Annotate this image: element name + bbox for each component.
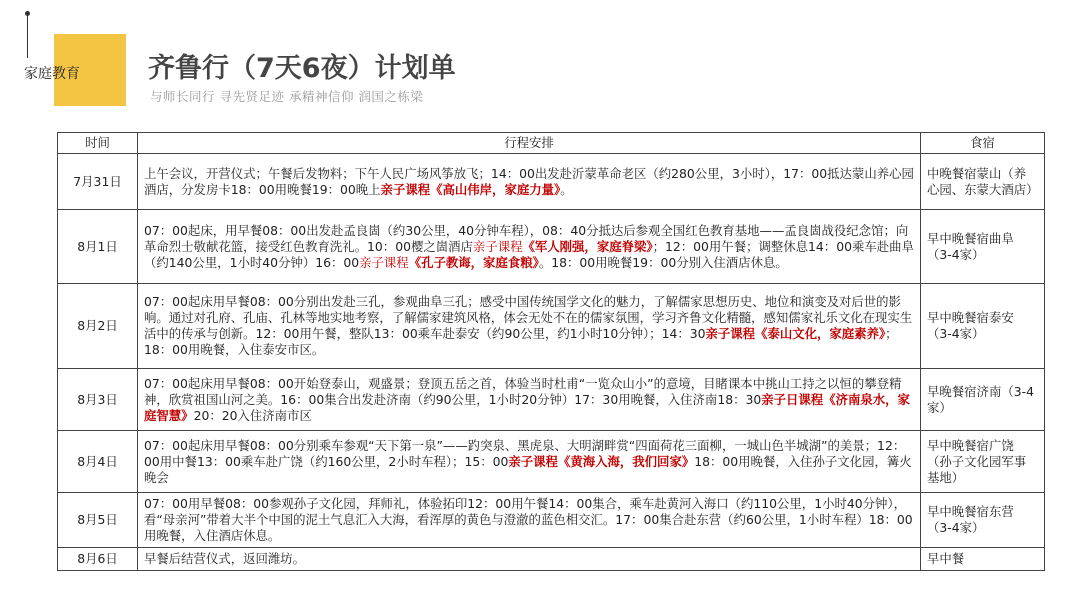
header-schedule: 行程安排 [138, 133, 921, 154]
course-highlight: 《军人刚强，家庭脊梁》 [522, 238, 653, 254]
table-header-row [58, 133, 1045, 154]
course-highlight: 亲子课程《黄海入海，我们回家》 [508, 453, 695, 469]
date-cell: 8月2日 [58, 284, 138, 369]
table-row [58, 431, 1045, 493]
date-cell: 8月5日 [58, 493, 138, 548]
header-meal: 食宿 [921, 133, 1045, 154]
table-row [58, 284, 1045, 369]
schedule-cell [138, 369, 921, 431]
meal-cell: 早中餐 [921, 548, 1045, 571]
date-cell: 8月3日 [58, 369, 138, 431]
schedule-cell [138, 284, 921, 369]
schedule-text: ；12：00用午餐；调整休息14：00乘车赴曲阜（约140公里，1小时40分钟）16：00 [144, 238, 914, 270]
course-highlight: 亲子课程《泰山文化，家庭素养》 [705, 326, 886, 341]
date-cell: 8月1日 [58, 210, 138, 284]
table-row [58, 154, 1045, 210]
meal-cell: 早中晚餐宿曲阜（3-4家） [921, 210, 1045, 284]
course-highlight: 亲子日课程《济南泉水，家庭智慧》 [144, 391, 910, 423]
schedule-text: ；18：00用晚餐，入住泰安市区。 [144, 326, 898, 357]
schedule-cell: 07：00用早餐08：00参观孙子文化园，拜师礼，体验拓印12：00用午餐14：00集合，乘车赴黄河入海口（约110公里，1小时40分钟），看“母亲河”带着大半个中国的泥土气息汇入大海，看浑厚的黄色与澄澈的蓝色相交汇。17：00集合赴东营（约60公里，1小时车程）18：00用晚餐，入住酒店休息。 [138, 493, 921, 548]
table-row [58, 493, 1045, 548]
date-cell: 8月4日 [58, 431, 138, 493]
schedule-cell [138, 210, 921, 284]
meal-cell: 早中晚餐宿泰安（3-4家） [921, 284, 1045, 369]
schedule-cell: 早餐后结营仪式，返回潍坊。 [138, 548, 921, 571]
meal-cell: 早晚餐宿济南（3-4家） [921, 369, 1045, 431]
table-row [58, 210, 1045, 284]
brand-label: 家庭教育 [24, 66, 80, 82]
schedule-text: 18：00用晚餐，入住孙子文化园，篝火晚会 [144, 453, 912, 485]
header-date: 时间 [58, 133, 138, 154]
meal-cell: 中晚餐宿蒙山（养心园、东蒙大酒店） [921, 154, 1045, 210]
table-row [58, 369, 1045, 431]
itinerary-table [57, 132, 1045, 571]
course-highlight: 《孔子教诲，家庭食粮》 [408, 254, 539, 270]
schedule-text: 。 [560, 181, 573, 197]
page-subtitle: 与师长同行 寻先贤足迹 承精神信仰 润国之栋梁 [150, 89, 424, 104]
course-label: 亲子课程 [359, 254, 409, 270]
schedule-text: 上午会议，开营仪式；午餐后发物料；下午人民广场风筝放飞；14：00出发赴沂蒙革命老区（约280公里，3小时），17：00抵达蒙山养心园酒店，分发房卡18：00用晚餐19：00晚上 [144, 165, 914, 197]
date-cell: 7月31日 [58, 154, 138, 210]
schedule-cell [138, 431, 921, 493]
page-title: 齐鲁行（7天6夜）计划单 [148, 53, 456, 84]
schedule-text: 。18：00用晚餐19：00分别入住酒店休息。 [538, 254, 788, 270]
date-cell: 8月6日 [58, 548, 138, 571]
schedule-text: 07：00起床用早餐08：00分别出发赴三孔，参观曲阜三孔；感受中国传统国学文化的魅力，了解儒家思想历史、地位和演变及对后世的影响。通过对孔府、孔庙、孔林等地实地考察，了解儒家建筑风格，体会无处不在的儒家氛围，学习齐鲁文化精髓，感知儒家礼乐文化在现实生活中的传承与创新。12：00用午餐，整队13：00乘车赴泰安（约90公里，约1小时10分钟）；14：30 [144, 294, 913, 341]
course-highlight: 亲子课程《高山伟岸，家庭力量》 [380, 181, 561, 197]
schedule-text: 07：00起床用早餐08：00分别乘车参观“天下第一泉”——趵突泉、黑虎泉、大明湖畔赏“四面荷花三面柳，一城山色半城湖”的美景；12：00用中餐13：00乘车赴广饶（约160公里，2小时车程）；15：00 [144, 437, 906, 469]
schedule-text: 20：20入住济南市区 [193, 407, 312, 423]
meal-cell: 早中晚餐宿东营（3-4家） [921, 493, 1045, 548]
decorative-line [27, 14, 28, 58]
meal-cell: 早中晚餐宿广饶（孙子文化园军事基地） [921, 431, 1045, 493]
schedule-text: 07：00起床用早餐08：00开始登泰山，观盛景；登顶五岳之首，体验当时杜甫“一览众山小”的意境，目睹课本中挑山工持之以恒的攀登精神，欣赏祖国山河之美。16：00集合出发赴济南（约90公里，1小时20分钟）17：30用晚餐，入住济南18：30 [144, 375, 902, 407]
schedule-cell [138, 154, 921, 210]
course-label: 亲子课程 [472, 238, 523, 254]
schedule-text: 07：00起床，用早餐08：00出发赴孟良崮（约30公里，40分钟车程），08：40分抵达后参观全国红色教育基地——孟良崮战役纪念馆；向革命烈士敬献花篮，接受红色教育洗礼。10：00樱之崮酒店 [144, 222, 909, 254]
table-row [58, 548, 1045, 571]
